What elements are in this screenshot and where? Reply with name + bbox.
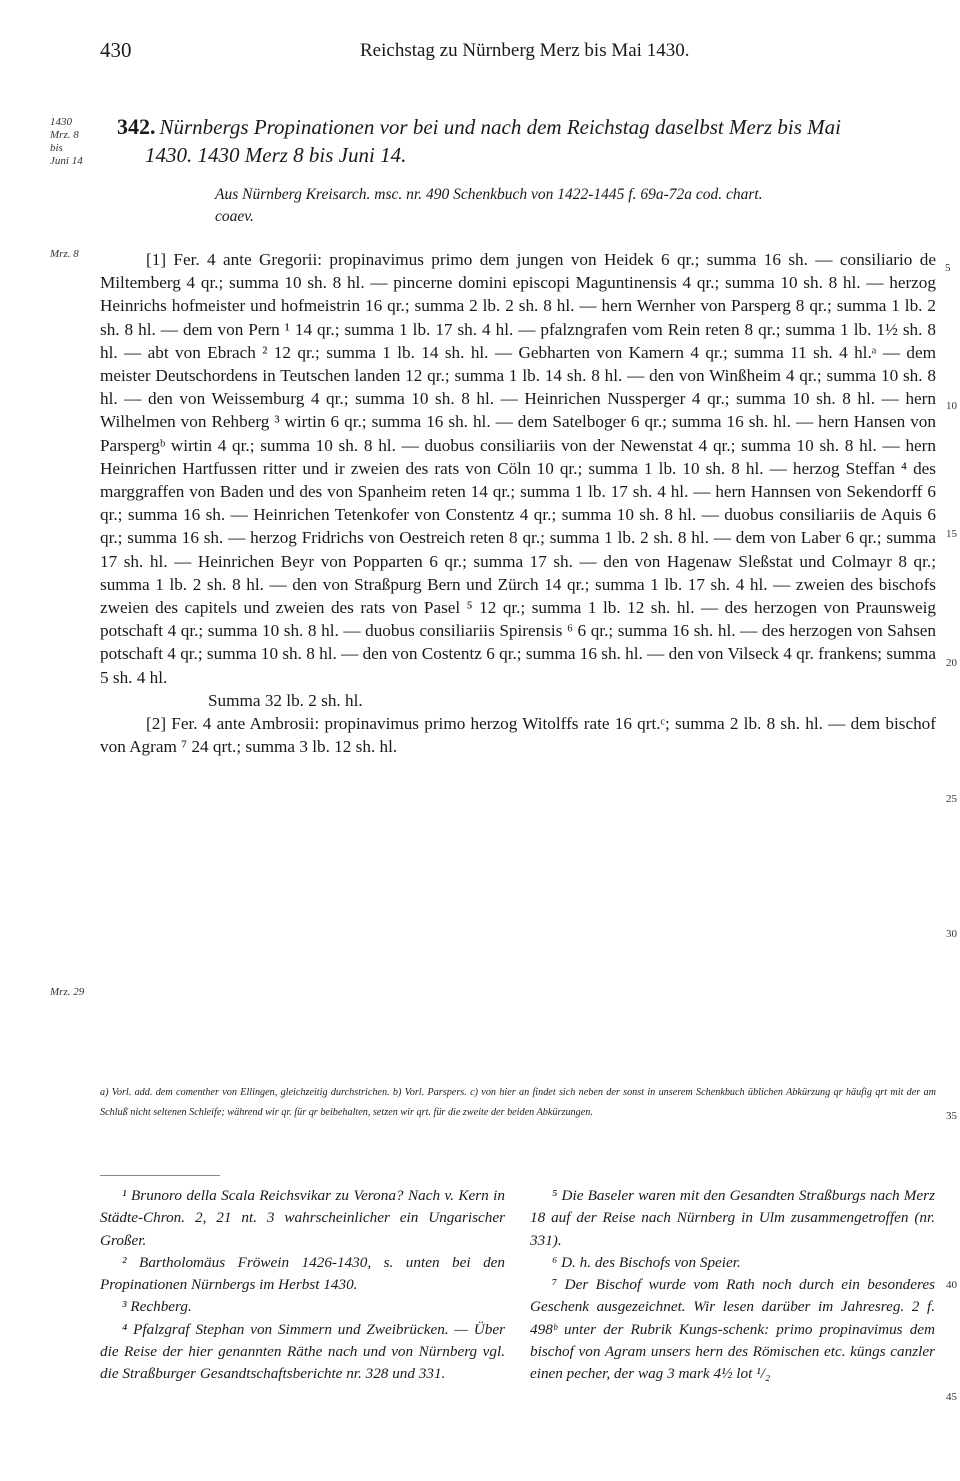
line-number: 15 <box>946 528 957 540</box>
margin-year: 1430 <box>50 116 72 128</box>
line-number: 30 <box>946 928 957 940</box>
footnote: ⁴ Pfalzgraf Stephan von Simmern und Zweibrücken. — Über die Reise der hier genannten Räthe nach und von Nürnberg vgl. die Straßburger Gesandtschaftsberichte nr. 328 und 331. <box>100 1320 505 1383</box>
margin-start: Mrz. 8 <box>50 129 79 141</box>
source-line2: coaev. <box>215 208 254 225</box>
main-text <box>100 248 936 758</box>
document-title-line1: Nürnbergs Propinationen vor bei und nach dem Reichstag daselbst Merz bis Mai <box>159 115 841 139</box>
page-number: 430 <box>100 38 132 62</box>
running-title: Reichstag zu Nürnberg Merz bis Mai 1430. <box>360 40 690 61</box>
source-line1: Aus Nürnberg Kreisarch. msc. nr. 490 Schenkbuch von 1422-1445 f. 69a-72a cod. chart. <box>215 186 763 203</box>
line-number: 25 <box>946 793 957 805</box>
footnotes-left <box>100 1185 505 1386</box>
margin-date-para1: Mrz. 8 <box>50 248 79 260</box>
line-number: 35 <box>946 1110 957 1122</box>
footnotes-right <box>530 1185 935 1386</box>
paragraph-1: [1] Fer. 4 ante Gregorii: propinavimus primo dem jungen von Heidek 6 qr.; summa 16 sh. — consiliario de Miltemberg 4 qr.; summa 10 sh. 8 hl. — pincerne domini episcopi Maguntinensis 4 qr.; summa 10 sh. 8 hl. — herzog Heinrichs hofmeister und hofmeistrin 16 qr.; summa 2 lb. 2 sh. 8 hl. — hern Wernher von Parsperg 8 qr.; summa 1 lb. 2 sh. 8 hl. — dem von Pern ¹ 14 qr.; summa 1 lb. 17 sh. 4 hl. — pfalzngrafen vom Rein reten 8 qr.; summa 1 lb. 1½ sh. 8 hl. — abt von Ebrach ² 12 qr.; summa 1 lb. 14 sh. hl. — Gebharten von Kamern 4 qr.; summa 11 sh. 4 hl.ᵃ — dem meister Deutschordens in Teutschen landen 12 qr.; summa 1 lb. 14 sh. 8 hl. — den von Winßheim 4 qr.; summa 10 sh. 8 hl. — den von Weissemburg 4 qr.; summa 10 sh. 8 hl. — Heinrichen Nussperger 4 qr.; summa 10 sh. 8 hl. — hern Wilhelmen von Rehberg ³ wirtin 6 qr.; summa 16 sh. hl. — dem Satelboger 6 qr.; summa 16 sh. hl. — hern Hansen von Parspergᵇ wirtin 4 qr.; summa 10 sh. 8 hl. — duobus consiliariis von der Newenstat 4 qr.; summa 10 sh. 8 hl. — hern Heinrichen Hartfussen ritter und ir zweien des rats von Cöln 10 qr.; summa 1 lb. 10 sh. 8 hl. — herzog Steffan ⁴ des marggraffen von Baden und des von Spanheim reten 14 qr.; summa 1 lb. 17 sh. 4 hl. — hern Hannsen von Sekendorff 6 qr.; summa 16 sh. — Heinrichen Tetenkofer von Constentz 4 qr.; summa 10 sh. 8 hl. — duobus consiliariis de Aquis 6 qr.; summa 16 sh. — herzog Fridrichs von Oestreich reten 8 qr.; summa 1 lb. 2 sh. 8 hl. — dem von Laber 6 qr.; summa 17 sh. hl. — Heinrichen Beyr von Popparten 6 qr.; summa 17 sh. — den von Hagenaw Sleßstat und Colmayr 8 qr.; summa 1 lb. 2 sh. 8 hl. — den von Straßpurg Bern und Zürch 14 qr.; summa 1 lb. 17 sh. 4 hl. — zweien des bischofs zweien des capitels und zweien des rats von Pasel ⁵ 12 qr.; summa 1 lb. 12 sh. hl. — des herzogen von Praunsweig potschaft 4 qr.; summa 10 sh. 8 hl. — duobus consiliariis Spirensis ⁶ 6 qr.; summa 16 sh. hl. — des herzogen von Sahsen potschaft 4 qr.; summa 10 sh. 8 hl. — den von Costentz 6 qr.; summa 16 sh. hl. — den von Vilseck 4 qr. frankens; summa 5 sh. 4 hl. <box>100 250 936 687</box>
paragraph-2: [2] Fer. 4 ante Ambrosii: propinavimus primo herzog Witolffs rate 16 qrt.ᶜ; summa 2 lb. 8 sh. hl. — dem bischof von Agram ⁷ 24 qrt.; summa 3 lb. 12 sh. hl. <box>100 714 936 757</box>
margin-date-range <box>50 116 83 168</box>
footnote: ² Bartholomäus Fröwein 1426-1430, s. unten bei den Propinationen Nürnbergs im Herbst 1430. <box>100 1253 505 1294</box>
line-number: 5 <box>945 262 951 274</box>
footnote: ¹ Brunoro della Scala Reichsvikar zu Verona? Nach v. Kern in Städte-Chron. 2, 21 nt. 3 wahrscheinlicher ein Ungarischer Großer. <box>100 1187 505 1249</box>
footnote: ⁶ D. h. des Bischofs von Speier. <box>552 1253 741 1271</box>
footnote: ⁷ Der Bischof wurde vom Rath noch durch ein besonderes Geschenk ausgezeichnet. Wir lesen darüber im Jahresreg. 2 f. 498ᵇ unter der Rubrik Kungs-schenk: primo propinavimus dem bischof von Agram unsers hern des Römischen etc. küngs canzler einen pecher, der wag 3 mark 4½ lot ¹/₂ <box>530 1276 935 1383</box>
line-number: 10 <box>946 400 957 412</box>
margin-end: Juni 14 <box>50 155 83 167</box>
footnote: ³ Rechberg. <box>122 1298 192 1316</box>
page-header <box>0 38 960 64</box>
variant-notes: a) Vorl. add. dem comenther von Ellingen, gleichzeitig durchstrichen. b) Vorl. Parspers. c) von hier an findet sich neben der sonst in unserem Schenkbuch üblichen Abkürzung qr häufig qrt mit der am Schluß nicht seltenen Schleife; während wir qr. für qr beibehalten, setzen wir qrt. für die zweite der beiden Abkürzungen. <box>100 1087 936 1118</box>
line-number: 20 <box>946 657 957 669</box>
footnote: ⁵ Die Baseler waren mit den Gesandten Straßburgs nach Merz 18 auf der Reise nach Nürnberg in Ulm zusammengetroffen (nr. 331). <box>530 1187 935 1249</box>
margin-bis: bis <box>50 142 63 154</box>
footnote-rule <box>100 1175 220 1176</box>
margin-date-para2: Mrz. 29 <box>50 986 85 998</box>
document-number: 342. <box>117 114 156 139</box>
paragraph-summa: Summa 32 lb. 2 sh. hl. <box>208 690 363 710</box>
document-title-line2: 1430. 1430 Merz 8 bis Juni 14. <box>145 143 407 167</box>
line-number: 40 <box>946 1279 957 1291</box>
document-heading <box>117 114 841 140</box>
line-number: 45 <box>946 1391 957 1403</box>
